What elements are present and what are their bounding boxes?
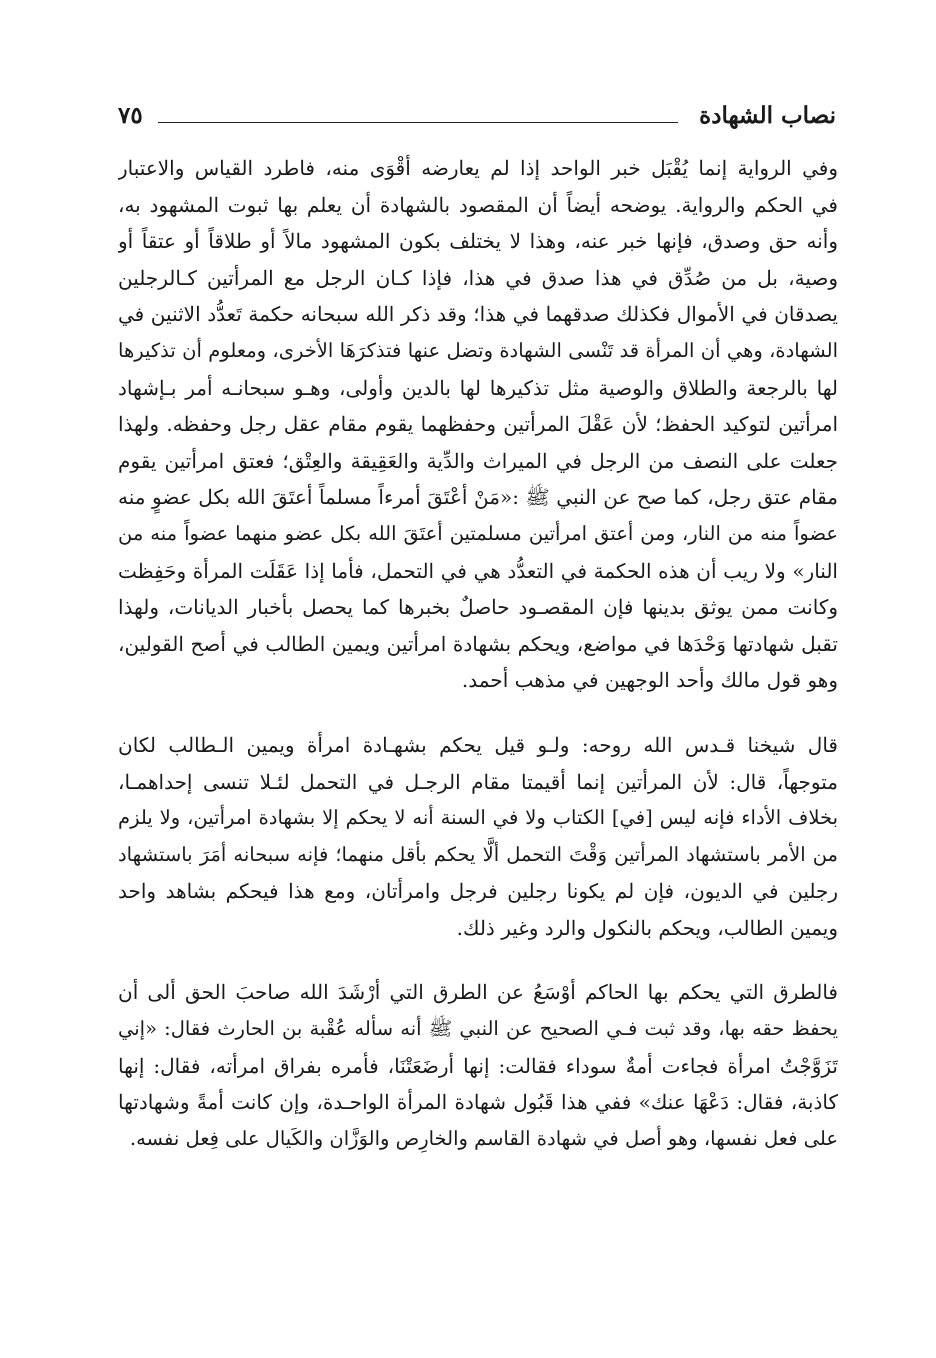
text-line: فالطرق التي يحكم بها الحاكم أوْسَعُ عن الطرق التي أرْشَدَ الله صاحبَ الحق ألى أن [118, 980, 838, 1005]
text-line: تَزَوَّجْتُ امرأة فجاءت أمةٌ سوداء فقالت: إنها أرضَعَتْنَا، فأمره بفراق امرأته، فقال: إنها [118, 1053, 838, 1078]
text-line: رجلين في الديون، فإن لم يكونا رجلين فرجل وامرأتان، ومع هذا فيحكم بشاهد واحد [118, 879, 838, 904]
text-line: في الحكم والرواية. يوضحه أيضاً أن المقصود بالشهادة أن يعلم بها ثبوت المشهود به، [118, 192, 838, 217]
text-line: النار» ولا ريب أن هذه الحكمة في التعدُّد هي في التحمل، فأما إذا عَقَلَت المرأة وحَفِظت [118, 558, 838, 583]
text-line: مقام عتق رجل، كما صح عن النبي ﷺ :«مَنْ أعْتَقَ أمرءاً مسلماً أعتَقَ الله بكل عضوٍ منه [118, 485, 838, 510]
text-line: الشهادة، وهي أن المرأة قد تَنْسى الشهادة وتضل عنها فتذكرَهَا الأخرى، ومعلوم أن تذكيرها [118, 338, 838, 362]
text-line: وصية، بل من صُدِّق في هذا صدق في هذا، فإذا كـان الرجل مع المرأتين كـالرجلين [118, 265, 838, 290]
text-line: ويمين الطالب، ويحكم بالنكول والرد وغير ذلك. [456, 915, 838, 940]
text-line: قال شيخنا قـدس الله روحه: ولـو قيل يحكم بشهـادة امرأة ويمين الـطالب لكان [118, 732, 838, 757]
text-line: على فعل نفسها، وهو أصل في شهادة القاسم والخارِص والوَزَّان والكَيال على فِعل نفسه. [129, 1126, 838, 1150]
paragraph-2 [118, 727, 838, 947]
page-header [118, 96, 836, 136]
page-number: ٧٥ [118, 102, 143, 129]
text-line: وفي الرواية إنما يُقْبَل خبر الواحد إذا لم يعارضه أقْوَى منه، فاطرد القياس والاعتبار [118, 156, 838, 180]
text-line: لها بالرجعة والطلاق والوصية مثل تذكيرها لها بالدين وأولى، وهـو سبحانـه أمر بـإشهاد [118, 375, 838, 400]
paragraph-1 [118, 150, 838, 699]
header-rule [158, 122, 678, 123]
text-line: يحفظ حقه بها، وقد ثبت فـي الصحيح عن النبي ﷺ أنه سأله عُقْبة بن الحارث فقال: «إني [118, 1017, 838, 1041]
text-line: عضواً منه من النار، ومن أعتق امرأتين مسلمتين أعتَقَ الله بكل عضو منهما عضواً منه من [118, 521, 838, 545]
text-line: من الأمر باستشهاد المرأتين وَقْتَ التحمل ألَّا يحكم بأقل منهما؛ فإنه سبحانه أمَرَ باستشهاد [118, 842, 838, 866]
running-title: نصاب الشهادة [699, 102, 836, 129]
text-line: متوجهاً، قال: لأن المرأتين إنما أقيمتا مقام الرجـل في التحمل لئـلا تنسى إحداهمـا، [118, 769, 838, 794]
text-line: وكانت ممن يوثق بدينها فإن المقصـود حاصلٌ بخبرها كما يحصل بأخبار الديانات، ولهذا [118, 595, 838, 620]
body-text [118, 150, 838, 1157]
text-line: امرأتين لتوكيد الحفظ؛ لأن عَقْلَ المرأتين وحفظهما يقوم مقام عقل رجل وحفظه. ولهذا [118, 412, 838, 437]
text-line: وهو قول مالك وأحد الوجهين في مذهب أحمد. [461, 668, 838, 693]
text-line: تقبل شهادتها وَحْدَها في مواضع، ويحكم بشهادة امرأتين ويمين الطالب في أصح القولين، [118, 631, 838, 656]
text-line: جعلت على النصف من الرجل في الميراث والدِّية والعَقِيقة والعِتْق؛ فعتق امرأتين يقوم [118, 448, 838, 473]
paragraph-3 [118, 974, 838, 1157]
text-line: كاذبة، فقال: دَعْهَا عنك» ففي هذا قَبُول شهادة المرأة الواحـدة، وإن كانت أمةً وشهادتها [118, 1090, 838, 1115]
text-line: يصدقان في الأموال فكذلك صدقهما في هذا؛ وقد ذكر الله سبحانه حكمة تَعدُّد الاثنين في [118, 302, 838, 327]
text-line: وأنه حق وصدق، فإنها خبر عنه، وهذا لا يختلف بكون المشهود مالاً أو طلاقاً أو عتقاً أو [118, 229, 838, 254]
text-line: بخلاف الأداء فإنه ليس [في] الكتاب ولا في السنة أنه لا يحكم إلا بشهادة امرأتين، ولا يلزم [118, 806, 838, 830]
